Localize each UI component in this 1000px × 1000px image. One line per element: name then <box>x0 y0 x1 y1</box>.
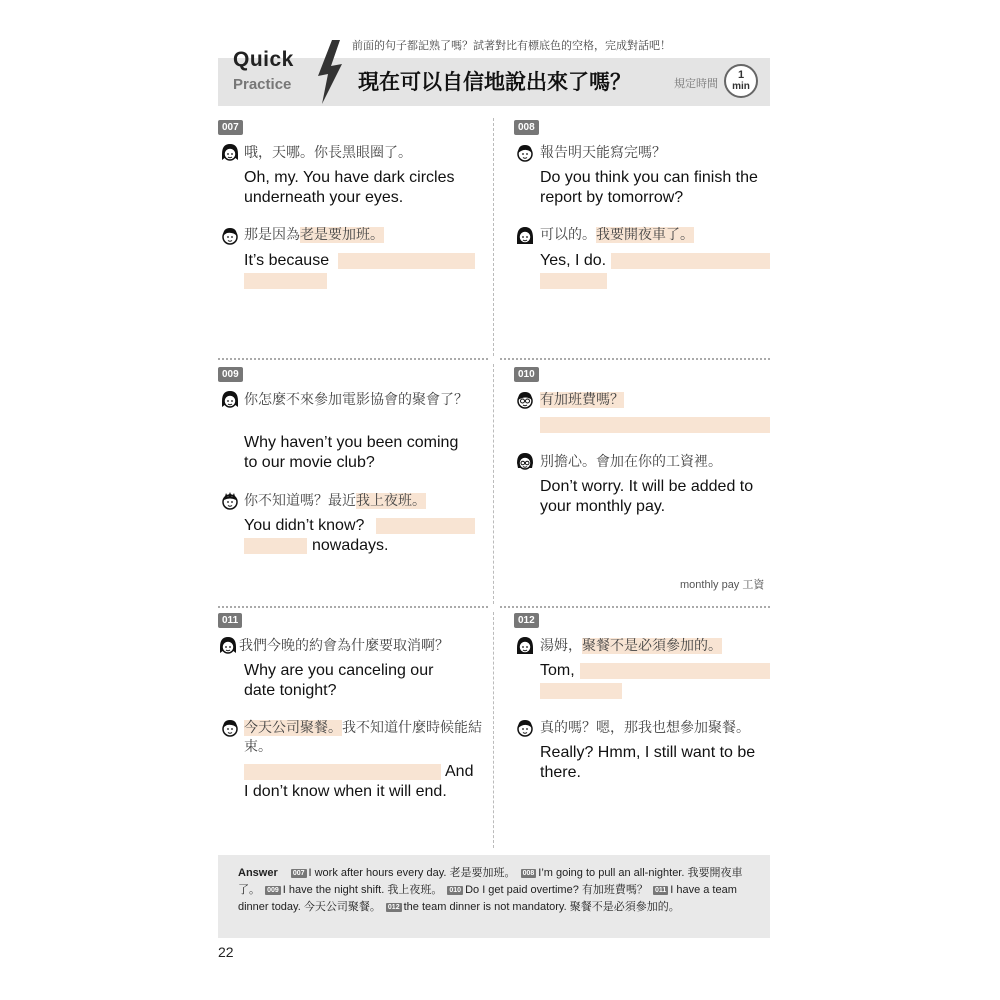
english-line: date tonight? <box>244 682 337 699</box>
highlighted-phrase: 老是要加班。 <box>300 227 384 243</box>
timer-unit: min <box>732 81 750 92</box>
woman-avatar-icon <box>219 142 241 164</box>
chinese-line <box>540 637 722 656</box>
answer-blank[interactable] <box>376 518 475 534</box>
chinese-text: 你不知道嗎？最近 <box>244 493 356 509</box>
chinese-line <box>244 492 426 511</box>
english-line: report by tomorrow? <box>540 189 684 206</box>
english-line: your monthly pay. <box>540 498 666 515</box>
woman-avatar-icon <box>219 389 241 411</box>
highlighted-phrase: 今天公司聚餐。 <box>244 720 342 736</box>
row-divider <box>218 606 488 608</box>
answer-012: the team dinner is not mandatory. 聚餐不是必須參加的。 <box>403 901 680 913</box>
page-title: 現在可以自信地說出來了嗎？ <box>358 70 631 94</box>
english-line: It’s because <box>244 252 330 269</box>
english-line: nowadays. <box>312 537 389 554</box>
english-line: Do you think you can finish the <box>540 169 758 186</box>
chinese-line <box>244 226 384 245</box>
chinese-text: 我不知道什麼時候能結束。 <box>244 720 482 755</box>
woman-avatar-icon <box>514 635 536 657</box>
english-line: You didn’t know? <box>244 517 365 534</box>
highlighted-phrase: 有加班費嗎？ <box>540 392 624 408</box>
timer-value: 1 <box>737 69 745 81</box>
answer-blank[interactable] <box>580 663 770 679</box>
answer-tag: 009 <box>267 887 279 894</box>
column-divider <box>493 612 494 848</box>
dialog-number: 012 <box>514 613 539 628</box>
english-line: Why haven’t you been coming <box>244 434 459 451</box>
logo-quick: Quick <box>233 48 294 71</box>
english-line: Really? Hmm, I still want to be <box>540 744 756 761</box>
answer-blank[interactable] <box>540 683 622 699</box>
answer-011: I have a team dinner today. 今天公司聚餐。 <box>238 884 737 913</box>
english-line: to our movie club? <box>244 454 375 471</box>
chinese-text: 那是因為 <box>244 227 300 243</box>
intro-instruction: 前面的句子都記熟了嗎？試著對比有標底色的空格，完成對話吧！ <box>352 39 671 52</box>
answer-009: I have the night shift. 我上夜班。 <box>282 884 443 896</box>
answer-tag: 011 <box>654 887 667 894</box>
chinese-text: 湯姆， <box>540 638 582 654</box>
chinese-line: 報告明天能寫完嗎？ <box>540 145 666 161</box>
answer-tag: 012 <box>387 904 400 911</box>
chinese-line: 我們今晚的約會為什麼要取消啊？ <box>239 638 449 654</box>
lightning-bolt-icon <box>314 40 344 104</box>
row-divider <box>500 606 770 608</box>
answer-blank[interactable] <box>611 253 770 269</box>
answer-blank[interactable] <box>540 273 607 289</box>
logo-practice: Practice <box>233 76 292 93</box>
woman-avatar-icon <box>514 225 536 247</box>
english-line: Tom, <box>540 662 575 679</box>
man-avatar-icon <box>514 142 536 164</box>
dialog-number: 008 <box>514 120 539 135</box>
chinese-line <box>540 391 624 410</box>
dialog-number: 007 <box>218 120 243 135</box>
answer-tag: 008 <box>522 870 535 877</box>
dialog-number: 010 <box>514 367 539 382</box>
english-line: Yes, I do. <box>540 252 607 269</box>
row-divider <box>500 358 770 360</box>
chinese-text: 可以的。 <box>540 227 596 243</box>
answer-blank[interactable] <box>338 253 475 269</box>
chinese-line: 真的嗎？嗯，那我也想參加聚餐。 <box>540 720 750 736</box>
dialog-number: 011 <box>218 613 242 628</box>
man-avatar-icon <box>514 717 536 739</box>
man-avatar-icon <box>219 717 241 739</box>
answer-007: I work after hours every day. 老是要加班。 <box>308 867 516 879</box>
woman-with-glasses-avatar-icon <box>514 451 536 473</box>
column-divider <box>493 364 494 604</box>
highlighted-phrase: 我要開夜車了。 <box>596 227 694 243</box>
answer-blank[interactable] <box>244 538 307 554</box>
answer-label: Answer <box>238 867 278 879</box>
page-number: 22 <box>218 944 234 960</box>
highlighted-phrase: 聚餐不是必須參加的。 <box>582 638 722 654</box>
english-line: Why are you canceling our <box>244 662 434 679</box>
answer-tag: 007 <box>292 870 305 877</box>
answer-blank[interactable] <box>540 417 770 433</box>
timer-label: 規定時間 <box>674 77 718 90</box>
column-divider <box>493 118 494 356</box>
answer-008: I’m going to pull an all-nighter. 我要開夜車了。 <box>238 867 743 896</box>
answer-tag: 010 <box>449 887 462 894</box>
chinese-line <box>244 719 484 757</box>
chinese-line: 哦，天哪。你長黑眼圈了。 <box>244 145 412 161</box>
row-divider <box>218 358 488 360</box>
man-avatar-icon <box>219 490 241 512</box>
answer-text <box>238 865 754 916</box>
quick-practice-header <box>218 36 770 106</box>
answer-box <box>218 855 770 938</box>
highlighted-phrase: 我上夜班。 <box>356 493 426 509</box>
chinese-line: 你怎麼不來參加電影協會的聚會了？ <box>244 392 468 408</box>
english-line: Don’t worry. It will be added to <box>540 478 754 495</box>
man-with-glasses-avatar-icon <box>514 389 536 411</box>
woman-avatar-icon <box>217 635 239 657</box>
vocabulary-note: monthly pay 工資 <box>680 579 765 591</box>
timer-icon <box>724 64 758 98</box>
answer-blank[interactable] <box>244 764 441 780</box>
english-line: there. <box>540 764 581 781</box>
chinese-line: 別擔心。會加在你的工資裡。 <box>540 454 722 470</box>
english-line: And <box>445 763 474 780</box>
man-avatar-icon <box>219 225 241 247</box>
dialog-number: 009 <box>218 367 243 382</box>
english-line: I don’t know when it will end. <box>244 783 447 800</box>
english-line: underneath your eyes. <box>244 189 404 206</box>
answer-010: Do I get paid overtime? 有加班費嗎？ <box>465 884 648 896</box>
answer-blank[interactable] <box>244 273 327 289</box>
english-line: Oh, my. You have dark circles <box>244 169 455 186</box>
chinese-line <box>540 226 694 245</box>
